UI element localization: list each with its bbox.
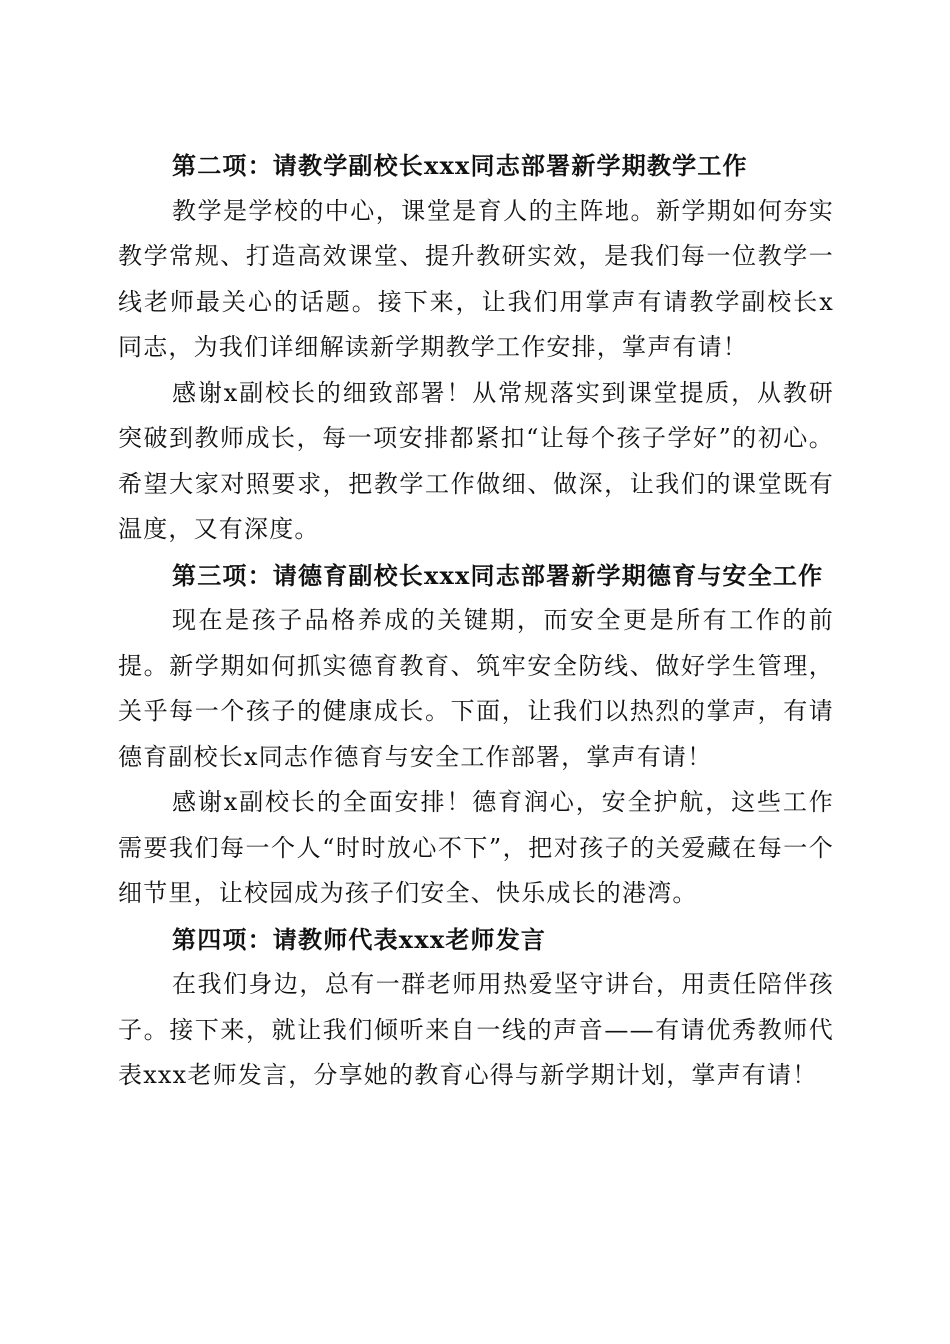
- paragraph-moral-intro: 现在是孩子品格养成的关键期，而安全更是所有工作的前提。新学期如何抓实德育教育、筑牢安全防线、做好学生管理，关乎每一个孩子的健康成长。下面，让我们以热烈的掌声，有请德育副校长x同志作德育与安全工作部署，掌声有请！: [118, 606, 834, 771]
- paragraph-moral-thanks: 感谢x副校长的全面安排！德育润心，安全护航，这些工作需要我们每一个人“时时放心不下”，把对孩子的关爱藏在每一个细节里，让校园成为孩子们安全、快乐成长的港湾。: [118, 788, 834, 907]
- section-heading-2: 第二项：请教学副校长xxx同志部署新学期教学工作: [172, 151, 748, 180]
- paragraph-teaching-thanks: 感谢x副校长的细致部署！从常规落实到课堂提质，从教研突破到教师成长，每一项安排都紧扣“让每个孩子学好”的初心。希望大家对照要求，把教学工作做细、做深，让我们的课堂既有温度，又有深度。: [118, 378, 834, 543]
- section-heading-4: 第四项：请教师代表xxx老师发言: [172, 924, 547, 954]
- paragraph-teacher-intro: 在我们身边，总有一群老师用热爱坚守讲台，用责任陪伴孩子。接下来，就让我们倾听来自一线的声音——有请优秀教师代表xxx老师发言，分享她的教育心得与新学期计划，掌声有请！: [118, 970, 834, 1089]
- document-page: [118, 143, 834, 1099]
- section-heading-3: 第三项：请德育副校长xxx同志部署新学期德育与安全工作: [172, 560, 824, 590]
- paragraph-teaching-intro: 教学是学校的中心，课堂是育人的主阵地。新学期如何夯实教学常规、打造高效课堂、提升教研实效，是我们每一位教学一线老师最关心的话题。接下来，让我们用掌声有请教学副校长x同志，为我们详细解读新学期教学工作安排，掌声有请！: [118, 196, 834, 361]
